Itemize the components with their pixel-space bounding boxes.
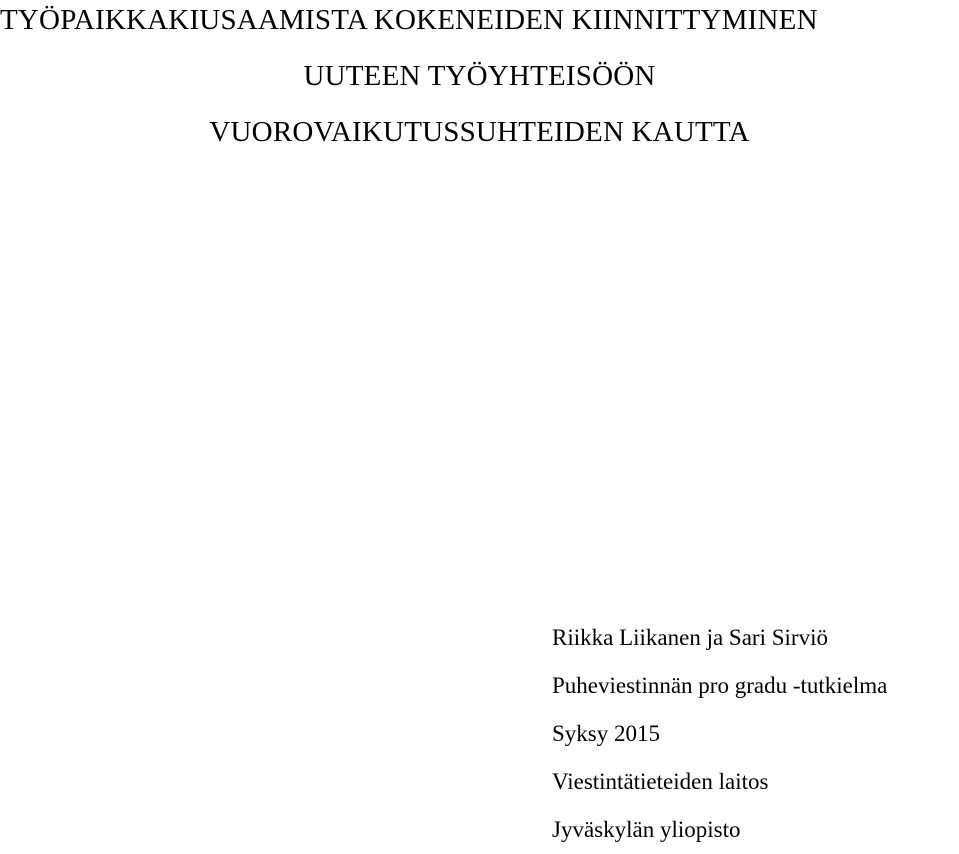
authors: Riikka Liikanen ja Sari Sirviö [552, 625, 828, 650]
department: Viestintätieteiden laitos [552, 769, 769, 794]
title-line-3: VUOROVAIKUTUSSUHTEIDEN KAUTTA [209, 116, 750, 148]
thesis-title [0, 0, 959, 160]
university: Jyväskylän yliopisto [552, 817, 741, 842]
thesis-type: Puheviestinnän pro gradu -tutkielma [552, 673, 888, 698]
term: Syksy 2015 [552, 721, 660, 746]
title-line-1: TYÖPAIKKAKIUSAAMISTA KOKENEIDEN KIINNITTYMINEN [0, 4, 818, 36]
thesis-metadata [552, 614, 887, 854]
title-line-2: UUTEEN TYÖYHTEISÖÖN [303, 60, 656, 92]
